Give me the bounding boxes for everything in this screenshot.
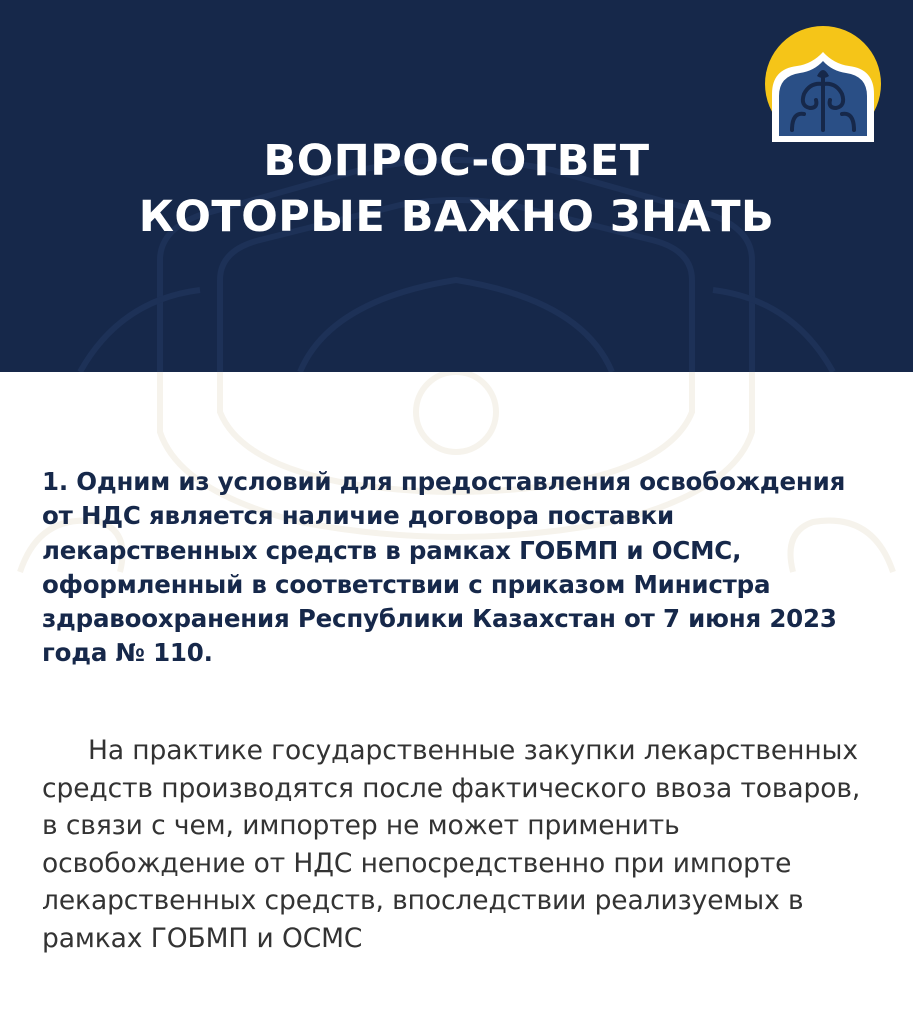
page-title-line-2: КОТОРЫЕ ВАЖНО ЗНАТЬ — [138, 192, 775, 242]
header-banner — [0, 0, 913, 372]
answer-text: На практике государственные закупки лекарственных средств производятся после фактического ввоза товаров, в связи с чем, импортер не может применить освобождение от НДС непосредственно при импорте лекарственных средств, впоследствии реализуемых в рамках ГОБМП и ОСМС — [42, 735, 861, 954]
page-title-line-1: ВОПРОС-ОТВЕТ — [263, 136, 650, 186]
question-text: 1. Одним из условий для предоставления освобождения от НДС является наличие договора поставки лекарственных средств в рамках ГОБМП и ОСМС, оформленный в соответствии с приказом Министра здравоохранения Республики Казахстан от 7 июня 2023 года № 110. — [42, 467, 846, 668]
ornament-logo-icon — [762, 24, 884, 144]
